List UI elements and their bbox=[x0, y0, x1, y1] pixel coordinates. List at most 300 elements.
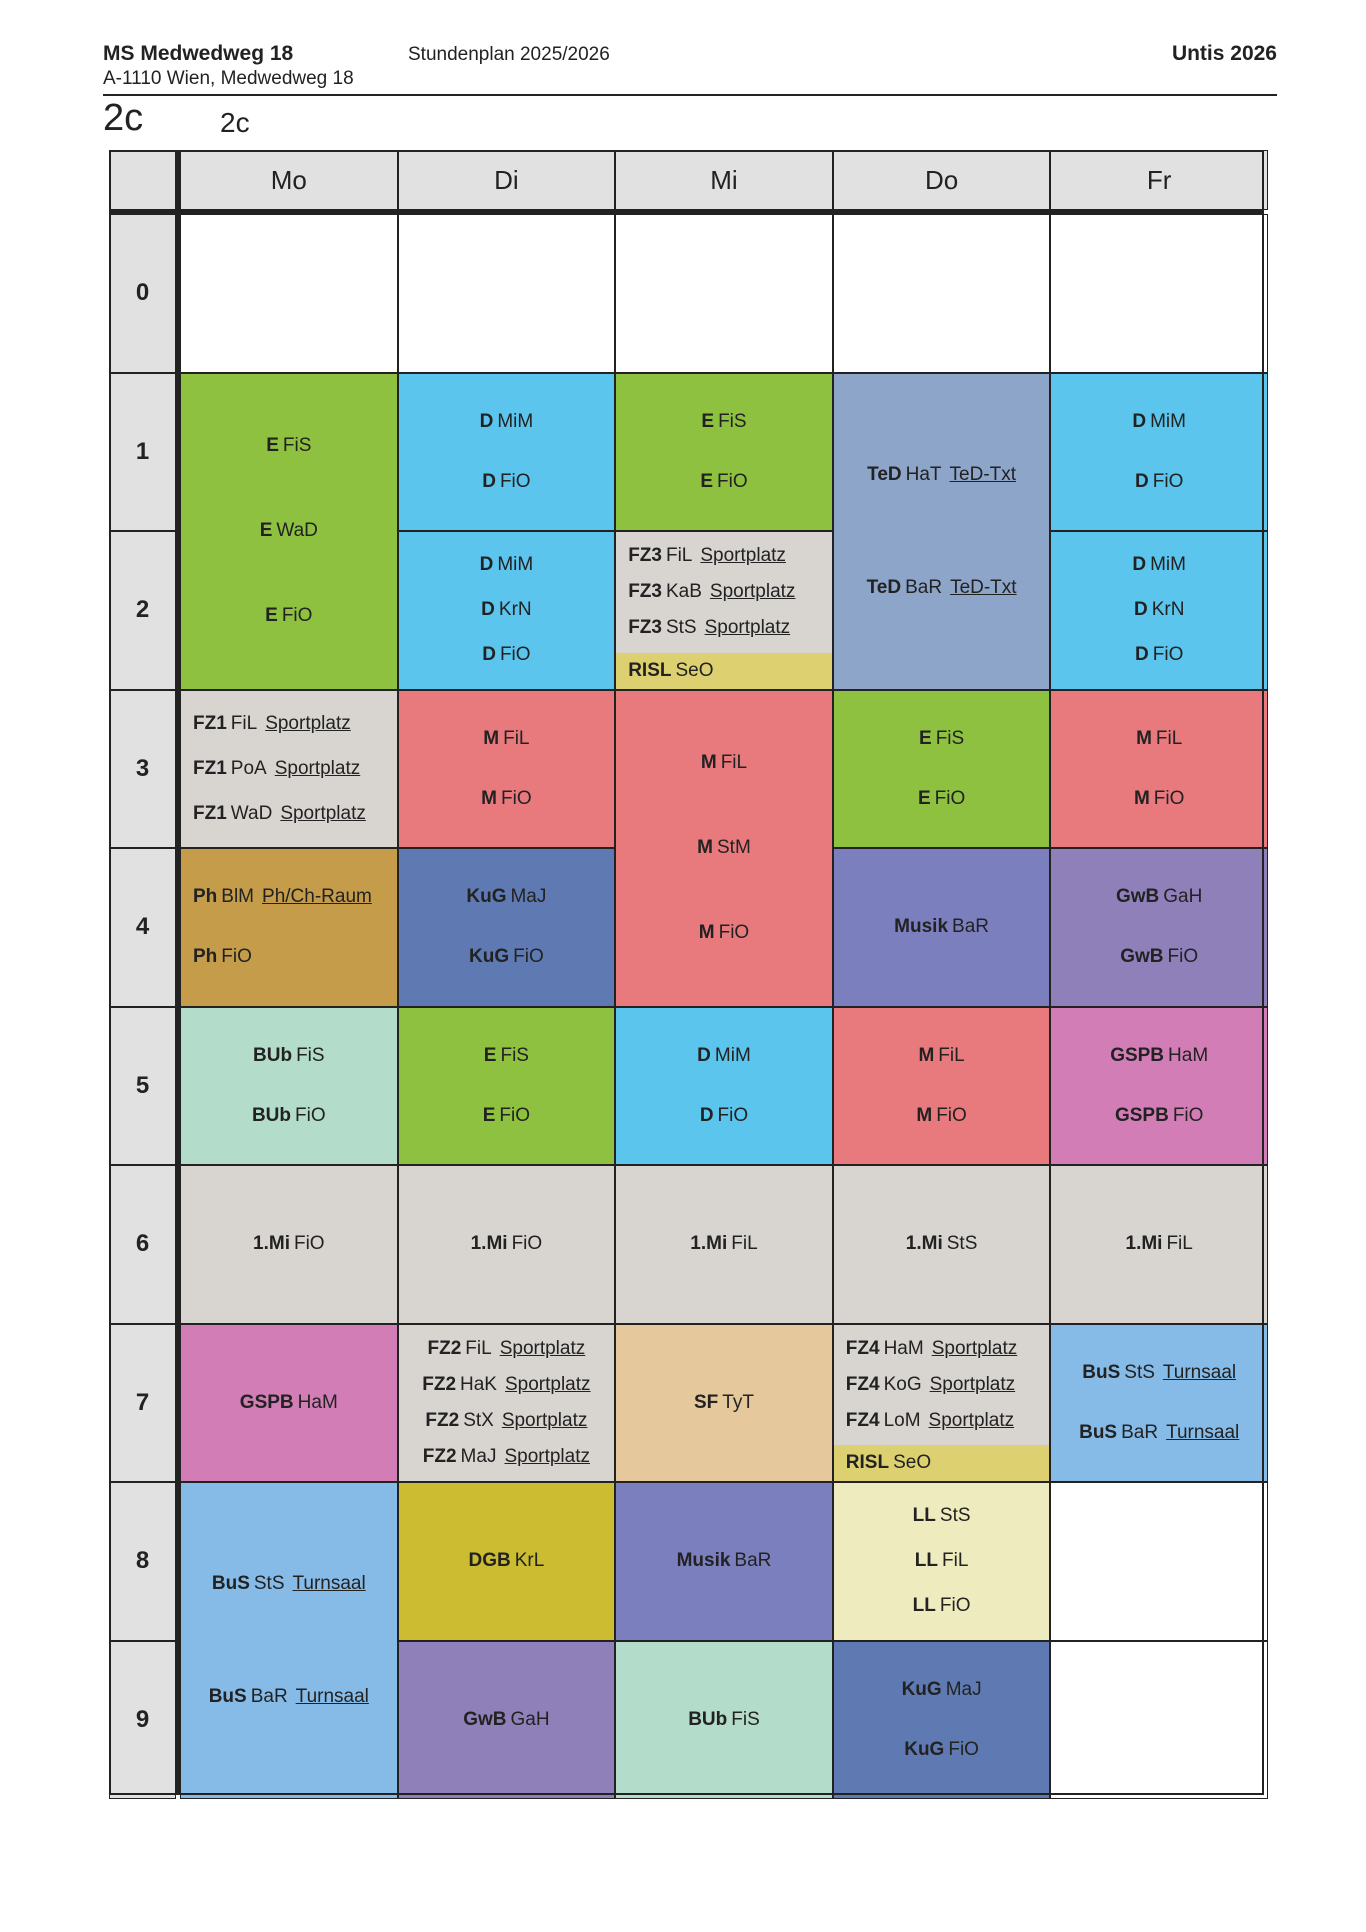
lesson-entry bbox=[894, 915, 989, 939]
subject-code: FZ1 bbox=[193, 712, 227, 734]
teacher-code: BaR bbox=[952, 916, 989, 938]
lesson-mo-3[interactable] bbox=[180, 690, 398, 849]
lesson-do-3[interactable] bbox=[833, 690, 1051, 849]
lesson-entry bbox=[918, 1044, 964, 1068]
lesson-entry bbox=[469, 945, 544, 969]
teacher-code: BaR bbox=[905, 576, 943, 598]
subject-code: GwB bbox=[1116, 886, 1160, 908]
subject-code: Ph bbox=[193, 946, 218, 968]
lesson-entry bbox=[1132, 553, 1186, 577]
period-header-4: 4 bbox=[109, 848, 176, 1007]
subject-code: D bbox=[481, 599, 495, 621]
teacher-code: FiO bbox=[221, 946, 252, 968]
teacher-code: HaM bbox=[297, 1391, 338, 1413]
teacher-code: StS bbox=[665, 617, 697, 639]
subject-code: E bbox=[483, 1044, 497, 1066]
room-link[interactable]: TeD-Txt bbox=[950, 576, 1017, 598]
subject-code: RISL bbox=[628, 659, 672, 681]
lesson-entry bbox=[902, 1678, 982, 1702]
subject-code: KuG bbox=[466, 886, 507, 908]
teacher-code: FiL bbox=[503, 727, 530, 749]
teacher-code: HaM bbox=[883, 1337, 924, 1359]
day-header-fr: Fr bbox=[1050, 150, 1268, 210]
lesson-entry bbox=[480, 410, 534, 434]
subject-code: KuG bbox=[901, 1678, 942, 1700]
room-link[interactable]: TeD-Txt bbox=[949, 463, 1017, 485]
subject-code: D bbox=[1132, 410, 1147, 432]
teacher-code: KrL bbox=[514, 1550, 545, 1572]
subject-code: GSPB bbox=[1110, 1044, 1165, 1066]
lesson-fr-6[interactable] bbox=[1050, 1165, 1268, 1324]
room-link[interactable]: Sportplatz bbox=[265, 712, 351, 734]
subject-code: M bbox=[1133, 787, 1150, 809]
lesson-entry bbox=[1115, 1104, 1203, 1128]
lesson-entry bbox=[846, 1337, 1017, 1361]
subject-code: BUb bbox=[251, 1104, 292, 1126]
lesson-entry bbox=[1134, 787, 1184, 811]
teacher-code: FiO bbox=[1153, 787, 1185, 809]
period-header-1: 1 bbox=[109, 373, 176, 532]
day-header-di: Di bbox=[398, 150, 616, 210]
lesson-entry bbox=[193, 802, 366, 826]
teacher-code: FiS bbox=[718, 410, 747, 432]
lesson-entry bbox=[913, 1504, 971, 1528]
room-link[interactable]: Sportplatz bbox=[700, 545, 786, 567]
lesson-entry bbox=[422, 1373, 590, 1397]
lesson-entry bbox=[867, 576, 1017, 600]
teacher-code: FiO bbox=[499, 470, 531, 492]
empty-slot bbox=[180, 214, 398, 373]
school-name: MS Medwedweg 18 bbox=[103, 42, 294, 65]
subject-code: E bbox=[700, 470, 714, 492]
lesson-entry bbox=[867, 463, 1016, 487]
period-header-5: 5 bbox=[109, 1007, 176, 1166]
teacher-code: FiO bbox=[293, 1233, 325, 1255]
lesson-entry bbox=[253, 1232, 325, 1256]
lesson-mo-7[interactable] bbox=[180, 1324, 398, 1483]
period-column-divider bbox=[176, 150, 180, 1795]
lesson-entry bbox=[481, 787, 531, 811]
lesson-entry bbox=[1134, 598, 1184, 622]
room-link[interactable]: Turnsaal bbox=[1166, 1421, 1240, 1443]
subject-code: LL bbox=[912, 1505, 936, 1527]
lesson-entry bbox=[212, 1572, 366, 1596]
empty-slot bbox=[398, 214, 616, 373]
day-header-mi: Mi bbox=[615, 150, 833, 210]
subject-code: TeD bbox=[867, 463, 902, 485]
page-header bbox=[103, 42, 1277, 94]
lesson-di-9[interactable] bbox=[398, 1641, 616, 1800]
teacher-code: FiO bbox=[936, 1104, 967, 1126]
teacher-code: LoM bbox=[883, 1409, 921, 1431]
plan-title: Stundenplan 2025/2026 bbox=[408, 44, 610, 65]
subject-code: D bbox=[1132, 554, 1147, 576]
subject-code: FZ4 bbox=[845, 1337, 880, 1359]
room-link[interactable]: Sportplatz bbox=[931, 1337, 1018, 1359]
teacher-code: KrN bbox=[1151, 599, 1185, 621]
lesson-entry bbox=[1126, 1232, 1193, 1256]
period-header-9: 9 bbox=[109, 1641, 176, 1800]
lesson-entry bbox=[481, 598, 531, 622]
lesson-fr-3[interactable] bbox=[1050, 690, 1268, 849]
subject-code: M bbox=[483, 727, 500, 749]
lesson-entry bbox=[466, 885, 546, 909]
lesson-mi-6[interactable] bbox=[615, 1165, 833, 1324]
teacher-code: FiO bbox=[1172, 1104, 1204, 1126]
subject-code: KuG bbox=[469, 946, 510, 968]
subject-code: LL bbox=[912, 1595, 936, 1617]
teacher-code: SeO bbox=[675, 659, 714, 681]
teacher-code: FiO bbox=[511, 1233, 543, 1255]
empty-slot bbox=[1050, 1482, 1268, 1641]
subject-code: 1.Mi bbox=[470, 1233, 508, 1255]
room-link[interactable]: Sportplatz bbox=[704, 617, 791, 639]
teacher-code: FiS bbox=[282, 435, 312, 457]
teacher-code: FiL bbox=[665, 545, 693, 567]
subject-code: M bbox=[1136, 727, 1152, 749]
period-header-0: 0 bbox=[109, 214, 176, 373]
subject-code: 1.Mi bbox=[1125, 1233, 1163, 1255]
lesson-entry bbox=[483, 727, 529, 751]
subject-code: M bbox=[481, 787, 497, 809]
teacher-code: FiL bbox=[731, 1233, 758, 1255]
lesson-entry bbox=[1120, 945, 1198, 969]
period-header-6: 6 bbox=[109, 1165, 176, 1324]
subject-code: M bbox=[698, 921, 715, 943]
teacher-code: PoA bbox=[230, 757, 267, 779]
lesson-di-8[interactable] bbox=[398, 1482, 616, 1641]
teacher-code: StS bbox=[946, 1233, 978, 1255]
teacher-code: FiL bbox=[1166, 1233, 1193, 1255]
lesson-entry bbox=[1082, 1361, 1236, 1385]
lesson-mo-8-9[interactable] bbox=[180, 1482, 398, 1799]
lesson-entry bbox=[913, 1594, 971, 1618]
lesson-entry bbox=[1135, 643, 1183, 667]
subject-code: FZ2 bbox=[422, 1373, 457, 1395]
lesson-entry bbox=[628, 616, 790, 640]
lesson-entry bbox=[1110, 1044, 1208, 1068]
subject-code: FZ1 bbox=[193, 757, 227, 779]
lesson-entry bbox=[1136, 727, 1182, 751]
teacher-code: FiL bbox=[720, 752, 748, 774]
lesson-entry bbox=[904, 1738, 979, 1762]
teacher-code: MiM bbox=[1150, 554, 1186, 576]
teacher-code: MiM bbox=[497, 410, 534, 432]
subject-code: FZ1 bbox=[193, 802, 227, 824]
lesson-entry bbox=[240, 1391, 338, 1415]
grid-corner bbox=[109, 150, 176, 210]
teacher-code: FiO bbox=[513, 946, 544, 968]
teacher-code: StX bbox=[463, 1409, 494, 1431]
lesson-entry bbox=[482, 643, 530, 667]
subject-code: GSPB bbox=[239, 1391, 294, 1413]
lesson-entry bbox=[209, 1685, 369, 1709]
subject-code: E bbox=[917, 787, 931, 809]
teacher-code: StM bbox=[717, 837, 751, 858]
class-name-small: 2c bbox=[220, 107, 250, 138]
lesson-fr-1[interactable] bbox=[1050, 373, 1268, 532]
period-header-2: 2 bbox=[109, 531, 176, 690]
subject-code: M bbox=[697, 837, 713, 858]
teacher-code: GaH bbox=[1163, 886, 1203, 908]
lesson-entry bbox=[700, 470, 747, 494]
teacher-code: FiO bbox=[1152, 470, 1184, 492]
teacher-code: BlM bbox=[221, 886, 255, 908]
lesson-entry bbox=[688, 1708, 760, 1732]
day-row-divider bbox=[109, 210, 1264, 214]
teacher-code: MaJ bbox=[945, 1678, 982, 1700]
teacher-code: KoG bbox=[883, 1373, 922, 1395]
teacher-code: WaD bbox=[230, 802, 273, 824]
lesson-do-6[interactable] bbox=[833, 1165, 1051, 1324]
room-link[interactable]: Sportplatz bbox=[928, 1409, 1015, 1431]
teacher-code: FiL bbox=[1155, 727, 1183, 749]
teacher-code: FiS bbox=[731, 1708, 760, 1730]
subject-code: GwB bbox=[463, 1708, 507, 1730]
teacher-code: FiO bbox=[281, 604, 313, 626]
room-link[interactable]: Turnsaal bbox=[295, 1686, 369, 1707]
teacher-code: MiM bbox=[497, 554, 534, 576]
room-link[interactable]: Sportplatz bbox=[499, 1337, 586, 1359]
subject-code: D bbox=[697, 1044, 711, 1066]
room-link[interactable]: Sportplatz bbox=[280, 802, 366, 824]
lesson-mi-8[interactable] bbox=[615, 1482, 833, 1641]
subject-code: BuS bbox=[211, 1573, 250, 1594]
lesson-entry bbox=[1116, 885, 1202, 909]
timetable-grid bbox=[109, 150, 1264, 1795]
subject-code: 1.Mi bbox=[905, 1233, 943, 1255]
subject-code: E bbox=[266, 435, 279, 457]
room-link[interactable]: Sportplatz bbox=[709, 581, 796, 603]
teacher-code: MaJ bbox=[510, 886, 547, 908]
teacher-code: FiO bbox=[1152, 644, 1184, 666]
teacher-code: BaR bbox=[1121, 1421, 1159, 1443]
lesson-mi-9[interactable] bbox=[615, 1641, 833, 1800]
subject-code: E bbox=[701, 410, 715, 432]
lesson-entry bbox=[423, 1445, 590, 1469]
lesson-entry bbox=[265, 604, 312, 628]
teacher-code: StS bbox=[939, 1505, 971, 1527]
teacher-code: MiM bbox=[1150, 410, 1186, 432]
class-name-large: 2c bbox=[103, 97, 144, 139]
lesson-do-5[interactable] bbox=[833, 1007, 1051, 1166]
subject-code: FZ2 bbox=[427, 1337, 462, 1359]
room-link[interactable]: Sportplatz bbox=[504, 1373, 591, 1395]
lesson-do-1-2[interactable] bbox=[833, 373, 1051, 690]
subject-code: GwB bbox=[1120, 946, 1164, 968]
lesson-entry bbox=[846, 1409, 1014, 1433]
lesson-entry bbox=[483, 1104, 530, 1128]
lesson-entry bbox=[463, 1708, 549, 1732]
lesson-entry bbox=[906, 1232, 978, 1256]
lesson-di-4[interactable] bbox=[398, 848, 616, 1007]
lesson-entry bbox=[846, 1373, 1015, 1397]
lesson-entry bbox=[252, 1104, 326, 1128]
teacher-code: FiO bbox=[717, 470, 748, 492]
lesson-di-6[interactable] bbox=[398, 1165, 616, 1324]
room-link[interactable]: Sportplatz bbox=[504, 1445, 590, 1467]
lesson-entry bbox=[266, 434, 311, 458]
lesson-di-7[interactable] bbox=[398, 1324, 616, 1483]
header-rule bbox=[103, 94, 1277, 96]
teacher-code: FiO bbox=[295, 1104, 326, 1126]
empty-slot bbox=[1050, 214, 1268, 373]
lesson-entry bbox=[1135, 470, 1183, 494]
lesson-do-7[interactable] bbox=[833, 1324, 1051, 1483]
teacher-code: BaR bbox=[734, 1550, 772, 1572]
lesson-fr-4[interactable] bbox=[1050, 848, 1268, 1007]
subject-code: BUb bbox=[253, 1044, 293, 1066]
subject-code: SF bbox=[694, 1391, 719, 1413]
lesson-fr-5[interactable] bbox=[1050, 1007, 1268, 1166]
lesson-entry bbox=[253, 1044, 325, 1068]
teacher-code: KaB bbox=[665, 581, 702, 603]
teacher-code: FiS bbox=[500, 1044, 529, 1066]
lesson-mi-3-4[interactable] bbox=[615, 690, 833, 1007]
subject-code: D bbox=[479, 554, 494, 576]
room-link[interactable]: Turnsaal bbox=[1162, 1361, 1237, 1383]
lesson-di-3[interactable] bbox=[398, 690, 616, 849]
teacher-code: FiS bbox=[296, 1044, 325, 1066]
subject-code: FZ3 bbox=[628, 545, 662, 567]
day-header-do: Do bbox=[833, 150, 1051, 210]
subject-code: GSPB bbox=[1114, 1104, 1169, 1126]
risl-band bbox=[616, 653, 832, 689]
teacher-code: GaH bbox=[510, 1708, 550, 1730]
subject-code: Musik bbox=[676, 1550, 731, 1572]
lesson-entry bbox=[260, 519, 318, 543]
subject-code: E bbox=[919, 727, 932, 749]
teacher-code: FiL bbox=[942, 1550, 969, 1572]
teacher-code: KrN bbox=[498, 599, 532, 621]
teacher-code: FiO bbox=[948, 1738, 979, 1760]
lesson-fr-7[interactable] bbox=[1050, 1324, 1268, 1483]
subject-code: D bbox=[479, 410, 494, 432]
lesson-entry bbox=[699, 921, 749, 945]
subject-code: M bbox=[918, 1044, 935, 1066]
lesson-do-9[interactable] bbox=[833, 1641, 1051, 1800]
lesson-mi-7[interactable] bbox=[615, 1324, 833, 1483]
lesson-mi-2[interactable] bbox=[615, 531, 833, 690]
subject-code: D bbox=[1135, 470, 1149, 492]
lesson-mo-4[interactable] bbox=[180, 848, 398, 1007]
subject-code: TeD bbox=[866, 576, 902, 598]
teacher-code: TyT bbox=[722, 1391, 754, 1413]
teacher-code: StS bbox=[253, 1573, 285, 1594]
subject-code: FZ4 bbox=[845, 1373, 880, 1395]
teacher-code: FiS bbox=[935, 727, 965, 749]
teacher-code: HaM bbox=[1168, 1044, 1209, 1066]
subject-code: 1.Mi bbox=[690, 1233, 728, 1255]
subject-code: 1.Mi bbox=[253, 1233, 290, 1255]
teacher-code: StS bbox=[1124, 1361, 1155, 1383]
empty-slot bbox=[833, 214, 1051, 373]
teacher-code: FiL bbox=[465, 1337, 492, 1359]
subject-code: FZ4 bbox=[845, 1409, 880, 1431]
lesson-fr-2[interactable] bbox=[1050, 531, 1268, 690]
lesson-entry bbox=[193, 757, 360, 781]
lesson-entry bbox=[690, 1232, 757, 1256]
lesson-entry bbox=[694, 1391, 754, 1415]
teacher-code: HaK bbox=[460, 1373, 497, 1395]
lesson-mo-5[interactable] bbox=[180, 1007, 398, 1166]
lesson-do-4[interactable] bbox=[833, 848, 1051, 1007]
lesson-mo-6[interactable] bbox=[180, 1165, 398, 1324]
period-header-8: 8 bbox=[109, 1482, 176, 1641]
room-link[interactable]: Turnsaal bbox=[292, 1573, 366, 1594]
lesson-entry bbox=[428, 1337, 586, 1361]
teacher-code: FiO bbox=[934, 787, 966, 809]
lesson-entry bbox=[482, 470, 530, 494]
lesson-do-8[interactable] bbox=[833, 1482, 1051, 1641]
subject-code: D bbox=[1135, 644, 1149, 666]
room-link[interactable]: Sportplatz bbox=[274, 757, 361, 779]
subject-code: BuS bbox=[1082, 1361, 1121, 1383]
period-header-3: 3 bbox=[109, 690, 176, 849]
empty-slot bbox=[1050, 1641, 1268, 1800]
subject-code: BuS bbox=[208, 1686, 247, 1707]
lesson-mi-5[interactable] bbox=[615, 1007, 833, 1166]
teacher-code: WaD bbox=[276, 520, 318, 541]
lesson-di-5[interactable] bbox=[398, 1007, 616, 1166]
lesson-entry bbox=[915, 1549, 969, 1573]
teacher-code: FiL bbox=[938, 1044, 965, 1066]
subject-code: Ph bbox=[193, 886, 218, 908]
subject-code: FZ3 bbox=[628, 581, 662, 603]
subject-code: KuG bbox=[904, 1738, 945, 1760]
subject-code: FZ2 bbox=[425, 1409, 460, 1431]
subject-code: RISL bbox=[845, 1452, 890, 1473]
teacher-code: FiO bbox=[718, 921, 750, 943]
subject-code: D bbox=[1133, 599, 1148, 621]
lesson-entry bbox=[700, 1104, 748, 1128]
subject-code: M bbox=[916, 1104, 933, 1126]
lesson-entry bbox=[701, 751, 747, 775]
lesson-entry bbox=[697, 836, 751, 860]
teacher-code: SeO bbox=[893, 1452, 932, 1473]
lesson-mi-1[interactable] bbox=[615, 373, 833, 532]
lesson-entry bbox=[916, 1104, 966, 1128]
subject-code: DGB bbox=[468, 1550, 511, 1572]
teacher-code: FiO bbox=[717, 1104, 749, 1126]
room-link[interactable]: Ph/Ch-Raum bbox=[262, 886, 372, 908]
teacher-code: FiL bbox=[230, 712, 258, 734]
teacher-code: FiO bbox=[939, 1595, 971, 1617]
school-address: A-1110 Wien, Medwedweg 18 bbox=[103, 68, 354, 89]
lesson-entry bbox=[701, 410, 746, 434]
lesson-di-2[interactable] bbox=[398, 531, 616, 690]
lesson-entry bbox=[677, 1549, 772, 1573]
period-header-7: 7 bbox=[109, 1324, 176, 1483]
day-header-mo: Mo bbox=[180, 150, 398, 210]
lesson-entry bbox=[919, 727, 964, 751]
room-link[interactable]: Sportplatz bbox=[929, 1373, 1016, 1395]
lesson-entry bbox=[193, 945, 252, 969]
lesson-mo-1-2[interactable] bbox=[180, 373, 398, 690]
lesson-entry bbox=[628, 580, 795, 604]
room-link[interactable]: Sportplatz bbox=[501, 1409, 588, 1431]
lesson-di-1[interactable] bbox=[398, 373, 616, 532]
subject-code: Musik bbox=[894, 916, 949, 938]
teacher-code: FiO bbox=[499, 644, 531, 666]
teacher-code: MaJ bbox=[460, 1445, 497, 1467]
teacher-code: FiO bbox=[1167, 946, 1199, 968]
risl-band bbox=[834, 1445, 1050, 1481]
teacher-code: FiO bbox=[499, 1104, 531, 1126]
lesson-entry bbox=[1079, 1421, 1239, 1445]
subject-code: FZ2 bbox=[422, 1445, 457, 1467]
lesson-entry bbox=[425, 1409, 587, 1433]
